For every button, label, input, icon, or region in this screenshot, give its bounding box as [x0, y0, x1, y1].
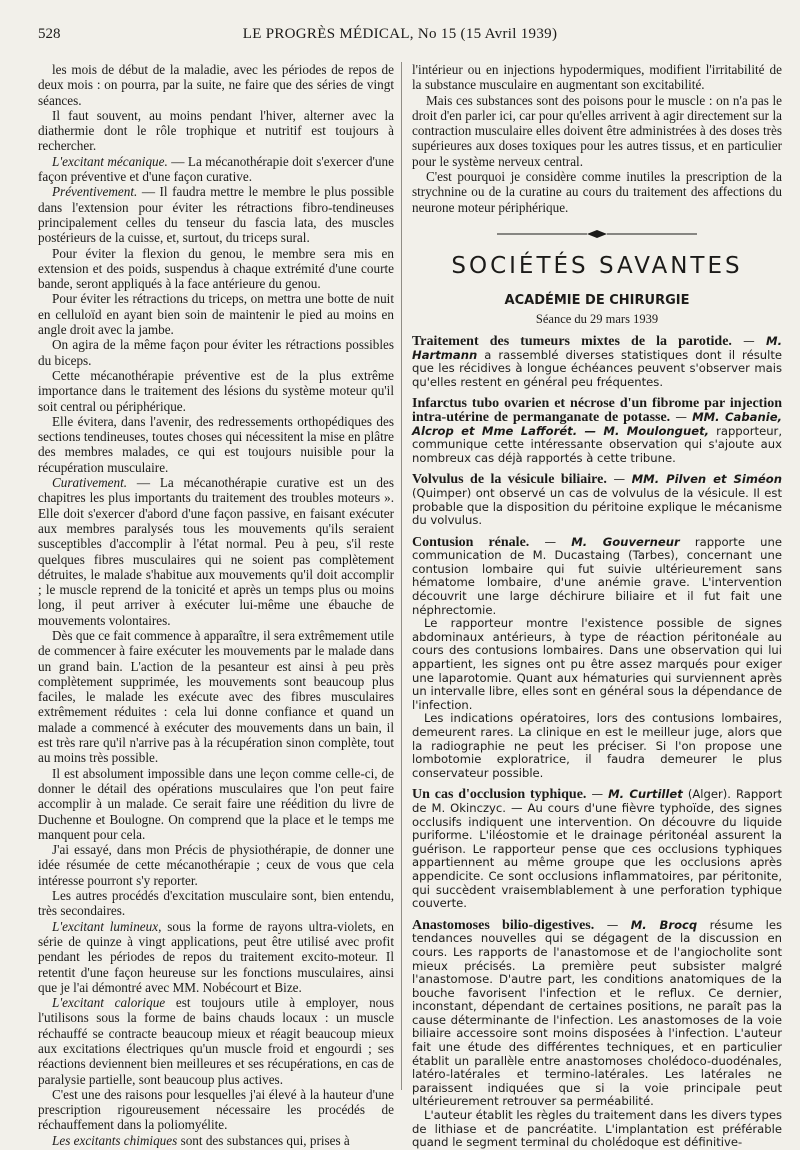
entry-paragraph: Contusion rénale. — M. Gouverneur rapporte une communication de M. Ducastaing (Tarbes), concernant une contusion lombaire qui fut suivie ultérieurement sans hématome lombaire, d'une anémie grave. L'intervention découvrit une large déchirure biliaire et il fut fait une néphrectomie.: [412, 534, 782, 617]
entry-continuation: Le rapporteur montre l'existence possible de signes abdominaux antérieurs, à type de réaction péritonéale au cours des contusions lombaires. Dans une observation qui lui appartient, les signes ont pu être assez marqués pour exiger une laparotomie. Quant aux hématuries qui surviennent après un intervalle libre, elles sont en général sous la dépendance de l'infection.: [412, 616, 782, 712]
entry-authors: M. Gouverneur: [571, 534, 680, 549]
ornament-divider: [412, 227, 782, 239]
paragraph-lead: Préventivement.: [52, 184, 138, 200]
body-paragraph: Pour éviter les rétractions du triceps, on mettra une botte de nuit en celluloïd en ayant bien soin de maintenir le pied au moins en angle droit avec la jambe.: [38, 291, 394, 338]
column-divider: [401, 62, 402, 1090]
session-date: Séance du 29 mars 1939: [535, 311, 659, 326]
entry-continuation: Les indications opératoires, lors des contusions lombaires, demeurent rares. La clinique en est le meilleur juge, alors que la radiographie ne peut les préciser. Si l'on propose une lombotomie exploratrice, il faudra demeurer le plus conservateur possible.: [412, 711, 782, 780]
body-paragraph: Il est absolument impossible dans une leçon comme celle-ci, de donner le détail des opérations musculaires que l'on peut faire accomplir à un malade. Ce serait faire une réédition du livre de Duchenne et Boulogne. On comprend que la place et le temps me manquent pour cela.: [38, 765, 394, 842]
society-entry: [412, 335, 782, 389]
entry-title: Infarctus tubo ovarien et nécrose d'un fibrome par injection intra-utérine de permanganate de potasse.: [412, 396, 782, 425]
paragraph-lead: L'excitant mécanique.: [52, 153, 168, 169]
body-paragraph: l'intérieur ou en injections hypodermiques, modifient l'irritabilité de la substance musculaire en augmentant son excitabilité.: [412, 62, 782, 93]
body-paragraph: J'ai essayé, dans mon Précis de physiothérapie, de donner une idée résumée de cette mécanothérapie ; ceux de vous que cela intéresse pourront s'y reporter.: [38, 842, 394, 888]
running-title: LE PROGRÈS MÉDICAL, No 15 (15 Avril 1939): [242, 26, 558, 42]
society-name: ACADÉMIE DE CHIRURGIE: [504, 292, 690, 308]
body-paragraph: On agira de la même façon pour éviter les rétractions possibles du biceps.: [38, 337, 394, 368]
body-paragraph: Mais ces substances sont des poisons pour le muscle : on n'a pas le droit d'en parler ici, car pour qu'elles arrivent à agir directement sur la contraction musculaire elles doivent être administrées à des doses très supérieures aux doses toxiques pour les autres tissus, et en particulier pour le système nerveux central.: [412, 92, 782, 169]
body-paragraph: Cette mécanothérapie préventive est de la plus extrême importance dans le traitement des lésions du système moteur qu'il soit central ou périphérique.: [38, 367, 394, 414]
body-paragraph: C'est pourquoi je considère comme inutiles la prescription de la strychnine ou de la curatine au cours du traitement des affections du neurone moteur périphérique.: [412, 169, 782, 215]
body-paragraph: Les autres procédés d'excitation musculaire sont, bien entendu, très secondaires.: [38, 888, 394, 919]
body-paragraph: Elle évitera, dans l'avenir, des redressements orthopédiques des sections tendineuses, toutes choses qui nécessitent la mise en plâtre des membres malades, ce qui est toujours nuisible pour la récupération musculaire.: [38, 413, 394, 475]
body-paragraph: Il faut souvent, au moins pendant l'hiver, alterner avec la diathermie dont le rôle trophique et nutritif est toujours à rechercher.: [38, 107, 394, 154]
section-title: SOCIÉTÉS SAVANTES: [451, 252, 743, 279]
body-paragraph: C'est une des raisons pour lesquelles j'ai élevé à la hauteur d'une prescription rigoureusement nécessaire les procédés de réchauffement dans la poliomyélite.: [38, 1086, 394, 1133]
paragraph-lead: L'excitant calorique: [52, 995, 166, 1011]
society-entry: [412, 788, 782, 910]
left-column: [38, 62, 395, 1148]
page-number: 528: [38, 26, 61, 42]
body-paragraph: L'excitant lumineux, sous la forme de rayons ultra-violets, en série de quinze à vingt applications, peut être utilisé avec profit pendant les périodes de repos du traitement excito-moteur. Il retentit d'une façon heureuse sur les fonctions musculaires, ainsi que je l'ai démontré avec MM. Nobécourt et Bize.: [38, 918, 395, 995]
entry-title: Volvulus de la vésicule biliaire.: [412, 472, 607, 488]
society-entry: [412, 536, 782, 781]
entry-paragraph: Un cas d'occlusion typhique. — M. Curtillet (Alger). Rapport de M. Okinczyc. — Au cours d'une fièvre typhoïde, des signes occlusifs indiquent une intervention. On découvre du liquide puriforme. L'iléostomie et le drainage péritonéal assurent la guérison. Le rapporteur pense que ces occlusions typhiques appartiennent au même groupe que les occlusions après appendicite. Ce sont occlusions inflammatoires, par péritonite, qui succèdent vraisemblablement à une perforation typhique couverte.: [412, 787, 783, 911]
entry-paragraph: Traitement des tumeurs mixtes de la parotide. — M. Hartmann a rassemblé diverses statistiques dont il résulte que les récidives à longue échéances peuvent s'observer mais qu'elles restent en général peu fréquentes.: [412, 333, 782, 389]
body-paragraph: Pour éviter la flexion du genou, le membre sera mis en extension et des poids, suspendus à chaque extrémité d'une courte bande, seront appliqués à la face antérieure du genou.: [38, 245, 394, 292]
entries-list: [412, 335, 782, 1150]
entry-paragraph: Anastomoses bilio-digestives. — M. Brocq résume les tendances nouvelles qui se dégagent de la discussion en cours. Les rapports de l'anastomose et de l'angiocholite sont mieux précisés. La première peut subsister malgré l'anastomose. D'autre part, les conditions anatomiques de la bouche favorisent l'infection et le reflux. Ce dernier, inconstant, dépendant de certaines positions, ne paraît pas la cause déterminante de l'infection. Les anastomoses de la voie biliaire accessoire sont moins disposées à l'infection. L'auteur fait une étude des différentes techniques, et en particulier établit un parallèle entre anastomoses cholédoco-duodénales, latéro-latérales et termino-latérales. Les latérales ne paraissent indiquées que si la voie principale peut ultérieurement retrouver sa perméabilité.: [412, 917, 783, 1109]
entry-authors: M. Curtillet: [608, 787, 683, 802]
entry-paragraph: Infarctus tubo ovarien et nécrose d'un fibrome par injection intra-utérine de permanganate de potasse. — MM. Cabanie, Alcrop et Mme Lafforét. — M. Moulonguet, rapporteur, communique cette intéressante observation qui s'ajoute aux nombreux cas déjà rapportés à cette tribune.: [412, 396, 782, 465]
entry-authors: M. Brocq: [630, 917, 698, 932]
society-entry: [412, 397, 782, 465]
entry-authors: MM. Pilven et Siméon: [631, 472, 782, 487]
entry-authors: MM. Cabanie, Alcrop et Mme Lafforét. — M. Moulonguet,: [412, 409, 782, 438]
body-paragraph: Curativement. — La mécanothérapie curative est un des chapitres les plus importants du traitement des troubles moteurs ». Elle doit s'exercer d'abord d'une façon passive, en faisant exécuter aux membres paralysés tous les mouvements qu'ils seraient susceptibles d'accomplir à l'état normal. Peu à peu, s'il reste quelques fibres musculaires qui ne soient pas complètement détruites, le malade s'habitue aux mouvements qu'il doit accomplir ; le muscle reprend de la tonicité et après un temps plus ou moins long, il peut arriver à exécuter lui-même une ébauche de mouvements volontaires.: [38, 475, 394, 628]
paragraph-lead: Les excitants chimiques: [52, 1132, 178, 1148]
body-paragraph: Les excitants chimiques sont des substances qui, prises à: [52, 1132, 350, 1148]
entry-title: Anastomoses bilio-digestives.: [412, 917, 595, 933]
entry-authors: M. Hartmann: [412, 333, 782, 362]
body-paragraph: Dès que ce fait commence à apparaître, il sera extrêmement utile de commencer à faire exécuter les mouvements par le malade dans un grand bain. L'action de la pesanteur est ainsi à peu près complètement supprimée, les mouvements sont beaucoup plus faciles, le malade les exécute avec des fibres musculaires extrêmement réduites : cela lui donne confiance et quand un malade a commencé à exécuter des mouvements dans un bain, il est très rare qu'il n'arrive pas à la récupération sinon complète, tout au moins très possible.: [38, 627, 394, 766]
entry-title: Un cas d'occlusion typhique.: [412, 787, 587, 803]
entry-title: Contusion rénale.: [412, 534, 530, 550]
entry-paragraph: Volvulus de la vésicule biliaire. — MM. Pilven et Siméon (Quimper) ont observé un cas de volvulus de la vésicule. Il est probable que la disposition du péritoine explique le mécanisme du volvulus.: [412, 472, 782, 528]
body-paragraph: les mois de début de la maladie, avec les périodes de repos de deux mois : on pourra, par la suite, ne faire que des séries de vingt séances.: [38, 62, 394, 108]
body-paragraph: L'excitant calorique est toujours utile à employer, nous l'utilisons sous la forme de bains chauds locaux : un muscle réchauffé se contracte beaucoup mieux et réagit beaucoup mieux aux excitations électriques qu'un muscle froid et engourdi ; ses réactions deviennent bien meilleures et ses récupérations, en cas de paralysie partielle, sont beaucoup plus actives.: [38, 995, 394, 1087]
body-paragraph: Préventivement. — Il faudra mettre le membre le plus possible dans l'extension pour éviter les rétractions fibro-tendineuses principalement celles du tenseur du fascia lata, des muscles postérieurs de la cuisse, et, surtout, du triceps sural.: [38, 184, 394, 246]
right-column-continuation: [412, 62, 782, 215]
body-paragraph: L'excitant mécanique. — La mécanothérapie doit s'exercer d'une façon préventive et d'une façon curative.: [38, 153, 394, 185]
entry-title: Traitement des tumeurs mixtes de la parotide.: [412, 333, 732, 349]
paragraph-lead: L'excitant lumineux,: [52, 918, 162, 934]
page-header: [38, 26, 762, 46]
right-column: [412, 62, 783, 1150]
paragraph-lead: Curativement.: [52, 475, 128, 491]
society-entry: [412, 473, 782, 527]
society-entry: [412, 919, 782, 1150]
entry-continuation: L'auteur établit les règles du traitement dans les divers types de lithiase et de pancréatite. L'implantation est préférable quand le segment terminal du cholédoque est définitive-: [412, 1108, 782, 1150]
